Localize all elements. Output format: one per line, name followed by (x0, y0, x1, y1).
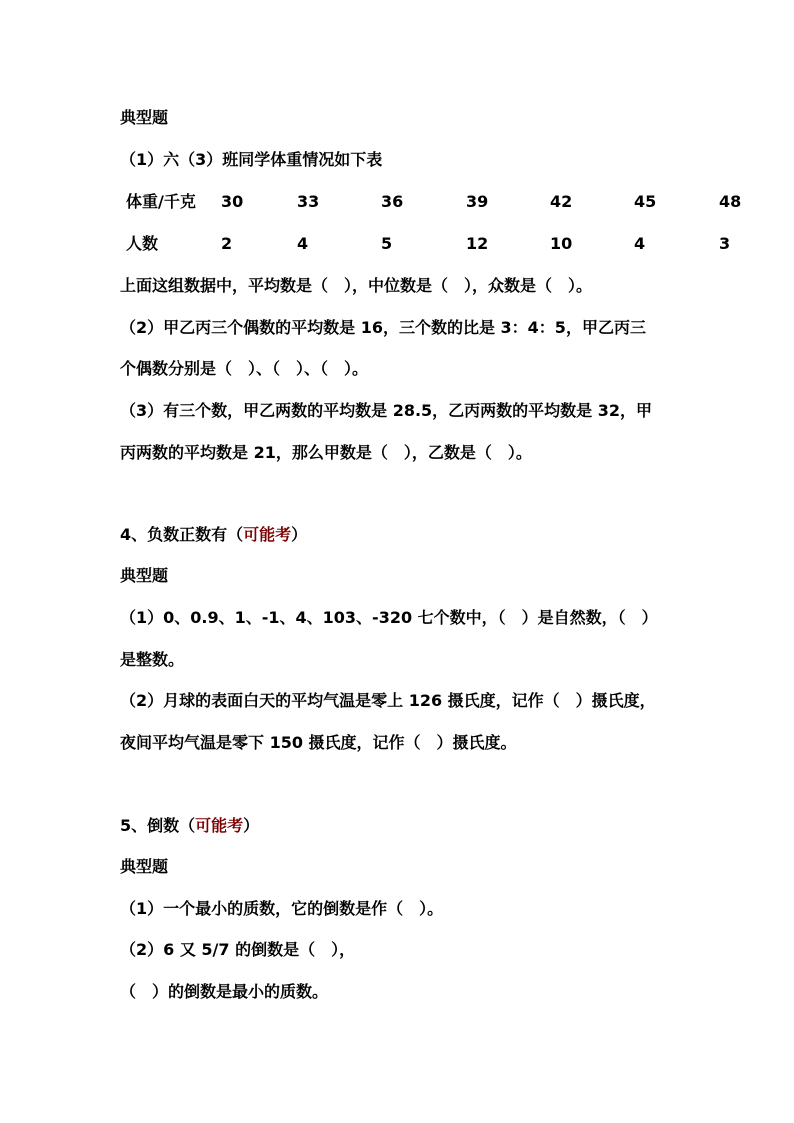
table-cell: 39 (466, 192, 489, 211)
question-text: （2）甲乙丙三个偶数的平均数是 16，三个数的比是 3：4：5，甲乙丙三 (120, 318, 646, 337)
question-text: （2）6 又 5/7 的倒数是（ ）， (120, 940, 356, 959)
table-cell: 48 (719, 192, 742, 211)
question-text: （1）0、0.9、1、-1、4、103、-320 七个数中，（ ）是自然数，（ ） (120, 608, 658, 627)
table-row-label: 体重/千克 (126, 192, 196, 211)
question-text: （3）有三个数，甲乙两数的平均数是 28.5，乙丙两数的平均数是 32，甲 (120, 401, 653, 420)
table-cell: 3 (719, 234, 731, 253)
table-cell: 36 (381, 192, 404, 211)
table-cell: 45 (634, 192, 657, 211)
section-heading-text: ） (291, 525, 308, 544)
question-text: 个偶数分别是（ ）、（ ）、（ ）。 (120, 359, 369, 378)
section-heading-text: 4、负数正数有（ (120, 525, 244, 544)
question-text: （1）六（3）班同学体重情况如下表 (120, 150, 383, 169)
question-text: 夜间平均气温是零下 150 摄氏度，记作（ ）摄氏度。 (120, 733, 517, 752)
table-cell: 4 (634, 234, 646, 253)
question-text: 上面这组数据中，平均数是（ ），中位数是（ ），众数是（ ）。 (120, 276, 593, 295)
section-heading-text: ） (243, 816, 260, 835)
typical-label: 典型题 (120, 108, 169, 127)
exam-tag: 可能考 (243, 525, 292, 544)
table-row-label: 人数 (126, 234, 159, 253)
table-cell: 33 (297, 192, 320, 211)
section-heading (120, 525, 307, 545)
table-cell: 2 (221, 234, 233, 253)
question-text: 丙两数的平均数是 21，那么甲数是（ ），乙数是（ ）。 (120, 443, 532, 462)
typical-label: 典型题 (120, 857, 169, 876)
table-cell: 42 (550, 192, 573, 211)
typical-label: 典型题 (120, 566, 169, 585)
section-heading (120, 816, 259, 836)
section-heading-text: 5、倒数（ (120, 816, 196, 835)
question-text: （ ）的倒数是最小的质数。 (120, 982, 329, 1001)
question-text: （2）月球的表面白天的平均气温是零上 126 摄氏度，记作（ ）摄氏度， (120, 691, 656, 710)
table-cell: 10 (550, 234, 573, 253)
question-text: （1）一个最小的质数，它的倒数是作（ ）。 (120, 899, 444, 918)
question-text: 是整数。 (120, 650, 185, 669)
table-cell: 30 (221, 192, 244, 211)
table-cell: 5 (381, 234, 393, 253)
table-cell: 12 (466, 234, 489, 253)
exam-tag: 可能考 (195, 816, 244, 835)
table-cell: 4 (297, 234, 309, 253)
